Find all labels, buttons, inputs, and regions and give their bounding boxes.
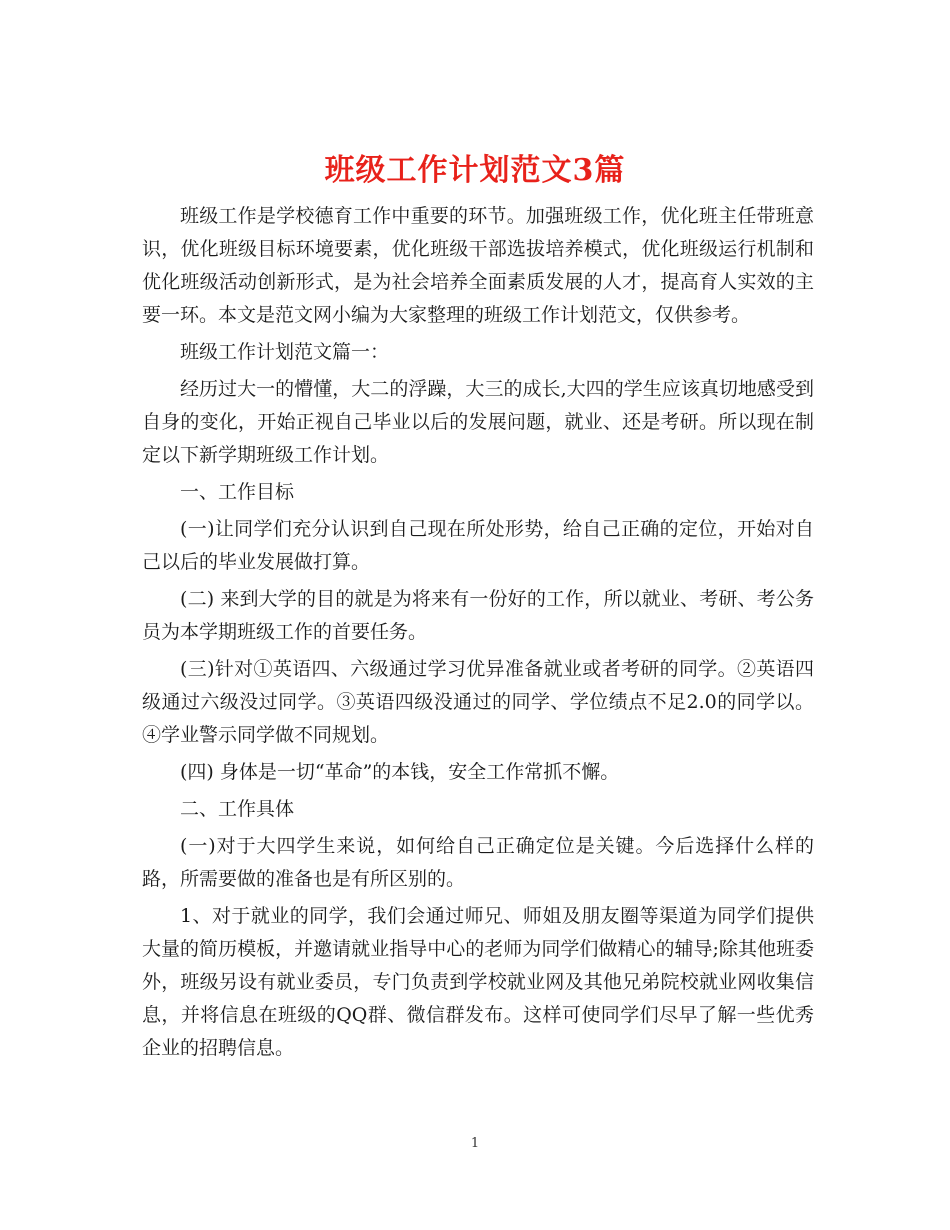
section-heading-details: 二、工作具体 <box>180 798 295 820</box>
intro-paragraph: 班级工作是学校德育工作中重要的环节。加强班级工作，优化班主任带班意识，优化班级目标环境要素，优化班级干部选拔培养模式，优化班级运行机制和优化班级活动创新形式，是为社会培养全面素质发展的人才，提高育人实效的主要一环。本文是范文网小编为大家整理的班级工作计划范文，仅供参考。 <box>142 205 814 326</box>
body-paragraph: 经历过大一的懵懂，大二的浮躁，大三的成长,大四的学生应该真切地感受到自身的变化，开始正视自己毕业以后的发展问题，就业、还是考研。所以现在制定以下新学期班级工作计划。 <box>142 378 814 466</box>
goal-item-3: (三)针对①英语四、六级通过学习优异准备就业或者考研的同学。②英语四级通过六级没过同学。③英语四级没通过的同学、学位绩点不足2.0的同学以。④学业警示同学做不同规划。 <box>142 658 814 746</box>
page-number: 1 <box>470 1136 480 1151</box>
detail-subitem-1: 1、对于就业的同学，我们会通过师兄、师姐及朋友圈等渠道为同学们提供大量的简历模板，并邀请就业指导中心的老师为同学们做精心的辅导;除其他班委外，班级另设有就业委员，专门负责到学校就业网及其他兄弟院校就业网收集信息，并将信息在班级的QQ群、微信群发布。这样可使同学们尽早了解一些优秀企业的招聘信息。 <box>142 905 814 1059</box>
document-body <box>142 200 814 1069</box>
section-heading-sample-one: 班级工作计划范文篇一： <box>180 341 390 363</box>
goal-item-1: (一)让同学们充分认识到自己现在所处形势，给自己正确的定位，开始对自己以后的毕业发展做打算。 <box>142 518 814 573</box>
goal-item-2: (二) 来到大学的目的就是为将来有一份好的工作，所以就业、考研、考公务员为本学期班级工作的首要任务。 <box>142 588 814 643</box>
detail-item-1: (一)对于大四学生来说，如何给自己正确定位是关键。今后选择什么样的路，所需要做的准备也是有所区别的。 <box>142 835 814 890</box>
document-title: 班级工作计划范文3篇 <box>324 153 626 189</box>
goal-item-4: (四) 身体是一切“革命”的本钱，安全工作常抓不懈。 <box>180 761 620 783</box>
section-heading-goals: 一、工作目标 <box>180 481 295 503</box>
